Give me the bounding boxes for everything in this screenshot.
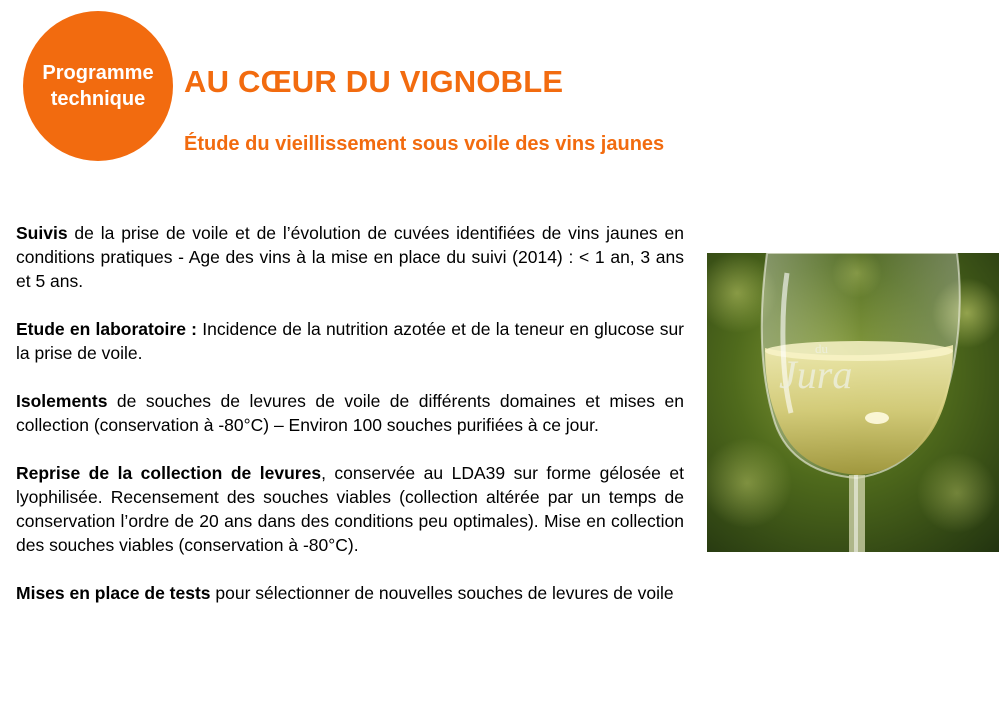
paragraph-lead: Isolements xyxy=(16,391,108,411)
paragraph-lead: Suivis xyxy=(16,223,68,243)
paragraph-isolements xyxy=(16,389,684,437)
paragraph-etude-laboratoire xyxy=(16,317,684,365)
page-title: AU CŒUR DU VIGNOBLE xyxy=(184,64,564,99)
paragraph-lead: Etude en laboratoire : xyxy=(16,319,198,339)
content-body xyxy=(16,221,684,629)
paragraph-lead: Mises en place de tests xyxy=(16,583,211,603)
programme-badge xyxy=(23,11,173,161)
paragraph-text: de la prise de voile et de l’évolution de cuvées identifiées de vins jaunes en conditions pratiques - Age des vins à la mise en place du suivi (2014) : < 1 an, 3 ans et 5 ans. xyxy=(16,223,684,291)
paragraph-text: , conservée au LDA39 sur forme gélosée et lyophilisée. Recensement des souches viables (collection altérée par un temps de conservation l’ordre de 20 ans dans des conditions peu optimales). Mise en collection des souches viables (conservation à -80°C). xyxy=(16,463,684,555)
paragraph-reprise-collection xyxy=(16,461,684,557)
badge-line-2: technique xyxy=(50,88,146,110)
paragraph-lead: Reprise de la collection de levures xyxy=(16,463,322,483)
badge-line-1: Programme xyxy=(42,62,154,84)
paragraph-text: Incidence de la nutrition azotée et de la teneur en glucose sur la prise de voile. xyxy=(16,319,685,363)
paragraph-text: pour sélectionner de nouvelles souches de levures de voile xyxy=(210,583,674,603)
page-subtitle: Étude du vieillissement sous voile des vins jaunes xyxy=(184,133,665,155)
glass-engraving-large: Jura xyxy=(779,352,853,397)
wine-glass-photo xyxy=(707,253,999,552)
paragraph-suivis xyxy=(16,221,684,293)
paragraph-mises-en-place-tests xyxy=(16,581,684,605)
glass-engraving-small: du xyxy=(815,341,828,356)
paragraph-text: de souches de levures de voile de différents domaines et mises en collection (conservation à -80°C) – Environ 100 souches purifiées à ce jour. xyxy=(16,391,684,435)
